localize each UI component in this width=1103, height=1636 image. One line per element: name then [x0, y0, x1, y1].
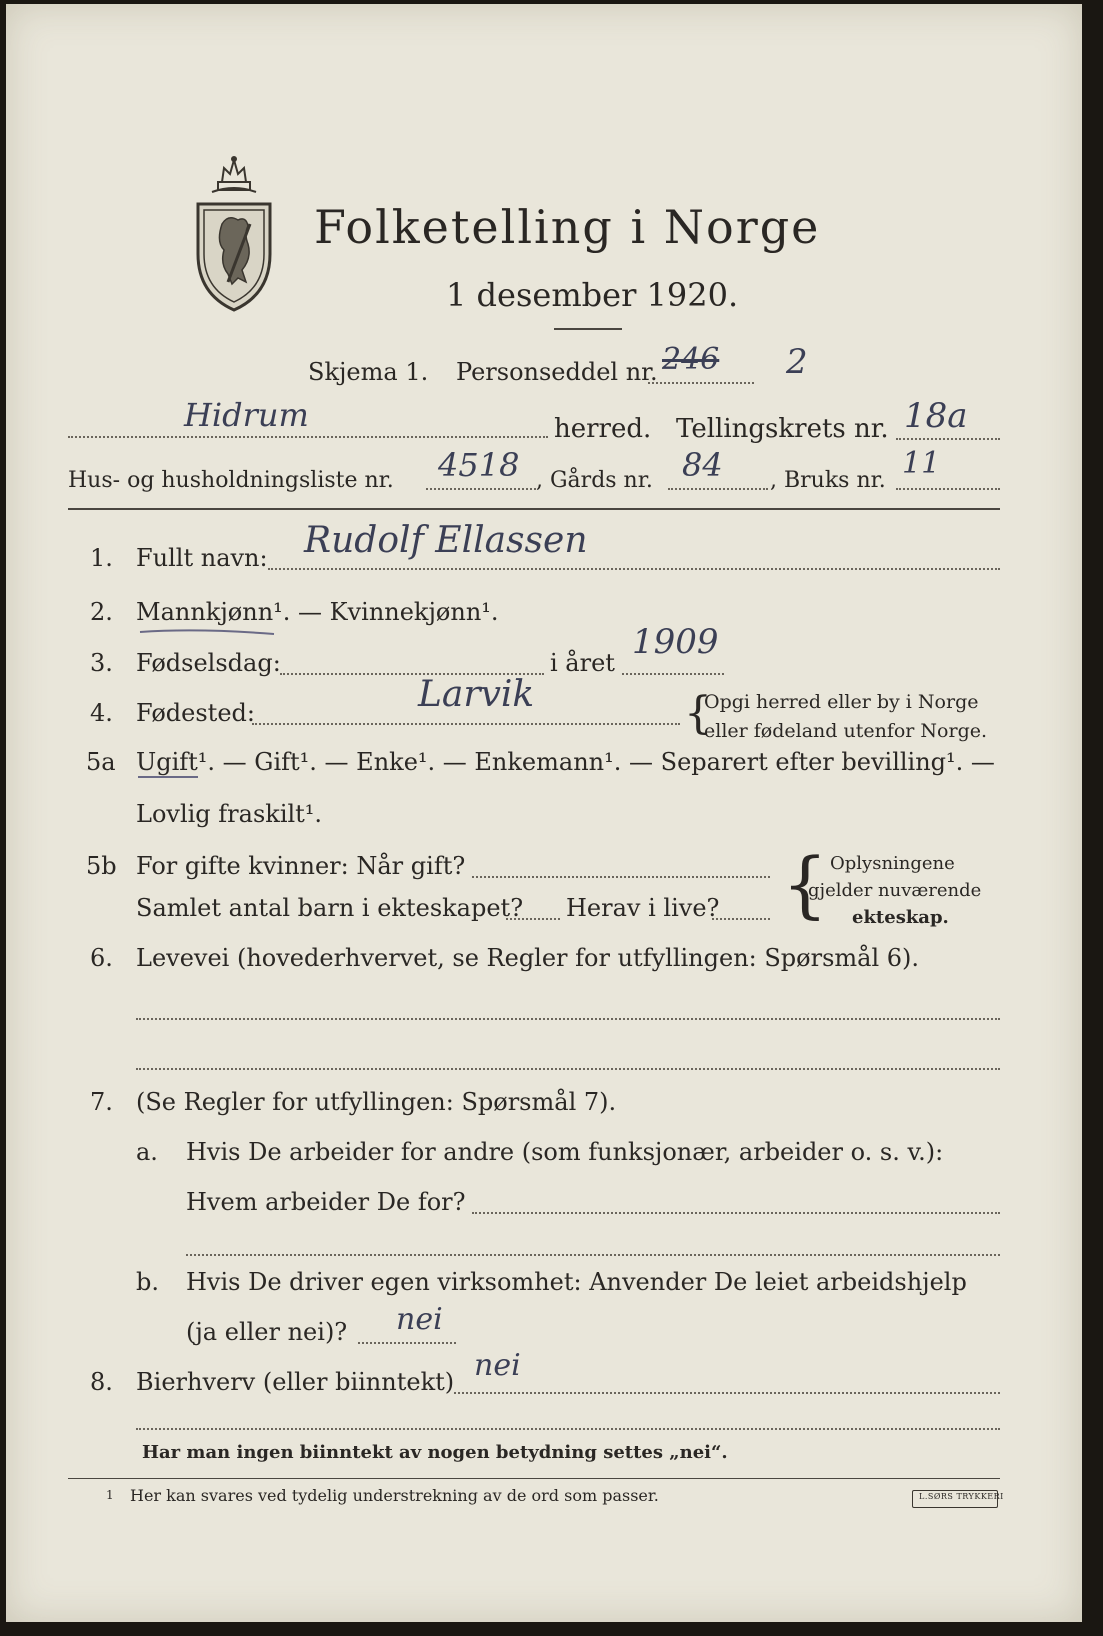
q4-birthplace-value: Larvik [418, 674, 535, 715]
q1-line [268, 568, 1000, 570]
q1-label: Fullt navn: [136, 544, 268, 572]
q6-label: Levevei (hovederhvervet, se Regler for utfyllingen: Spørsmål 6). [136, 944, 920, 972]
q5a-line1: Ugift¹. — Gift¹. — Enke¹. — Enkemann¹. — Separert efter bevilling¹. — [136, 748, 995, 776]
q8-label: Bierhverv (eller biinntekt) [136, 1368, 455, 1396]
skjema-label: Skjema 1. [308, 358, 429, 386]
bruks-label: , Bruks nr. [770, 468, 886, 493]
census-form-page [6, 4, 1082, 1622]
tellingskrets-label: Tellingskrets nr. [676, 414, 889, 444]
q2-underline-mark [138, 626, 278, 638]
footnote-mark: 1 [106, 1488, 114, 1502]
q7a-letter: a. [136, 1138, 158, 1166]
bruks-line [896, 488, 1000, 490]
title-divider [554, 328, 622, 330]
q7b-letter: b. [136, 1268, 159, 1296]
hus-label: Hus- og husholdningsliste nr. [68, 468, 394, 493]
q6-answer-line1 [136, 1018, 1000, 1020]
q3-year-value: 1909 [632, 622, 719, 662]
q3-number: 3. [90, 649, 113, 677]
q5b-line2b-dots [712, 918, 770, 920]
bruks-value: 11 [902, 446, 941, 481]
norway-coat-of-arms-icon [192, 154, 276, 314]
q7b-line2: (ja eller nei)? [186, 1318, 348, 1346]
q6-answer-line2 [136, 1068, 1000, 1070]
q6-number: 6. [90, 944, 113, 972]
q4-note-line2: eller fødeland utenfor Norge. [704, 720, 988, 742]
q5b-number: 5b [86, 852, 117, 880]
footnote-text: Her kan svares ved tydelig understrekning av de ord som passer. [130, 1486, 659, 1505]
q3-year-line [622, 673, 724, 675]
q4-note-brace: { [684, 688, 712, 739]
tellingskrets-value: 18a [904, 396, 968, 436]
q7b-answer-value: nei [396, 1302, 443, 1337]
q7-number: 7. [90, 1088, 113, 1116]
q7b-line1: Hvis De driver egen virksomhet: Anvender De leiet arbeidshjelp [186, 1268, 967, 1296]
herred-value: Hidrum [184, 396, 309, 434]
q5b-note-line3: ekteskap. [852, 907, 949, 928]
q1-number: 1. [90, 544, 113, 572]
q5b-line2a: Samlet antal barn i ekteskapet? [136, 894, 524, 922]
q8-answer-line2 [136, 1428, 1000, 1430]
q2-label: Mannkjønn¹. — Kvinnekjønn¹. [136, 598, 499, 626]
q5b-note-line1: Oplysningene [830, 853, 955, 874]
q3-year-label: i året [550, 649, 615, 677]
hus-value: 4518 [438, 446, 520, 484]
gards-line [668, 488, 768, 490]
hus-line [426, 488, 536, 490]
q3-label: Fødselsdag: [136, 649, 281, 677]
q7a-answer-line [186, 1254, 1000, 1256]
footer-note: Har man ingen biinntekt av nogen betydning settes „nei“. [142, 1442, 728, 1463]
q4-note-line1: Opgi herred eller by i Norge [704, 691, 979, 713]
personseddel-label: Personseddel nr. [456, 358, 658, 386]
personseddel-struck-value: 246 [662, 342, 720, 377]
q2-number: 2. [90, 598, 113, 626]
q5b-line2b: Herav i live? [566, 894, 720, 922]
gards-label: , Gårds nr. [536, 468, 653, 493]
q8-answer-value: nei [474, 1348, 521, 1383]
q5b-line1-dots [472, 876, 770, 878]
header-divider [68, 508, 1000, 510]
herred-line [68, 436, 548, 438]
q7-label: (Se Regler for utfyllingen: Spørsmål 7). [136, 1088, 617, 1116]
tellingskrets-line [896, 438, 1000, 440]
census-date: 1 desember 1920. [446, 276, 739, 314]
q4-line [252, 723, 680, 725]
personseddel-line [648, 382, 754, 384]
q5b-line1: For gifte kvinner: Når gift? [136, 852, 466, 880]
q5a-number: 5a [86, 748, 116, 776]
gards-value: 84 [682, 446, 723, 484]
q5b-note-brace: { [782, 842, 828, 926]
q7a-line2-dots [472, 1212, 1000, 1214]
printer-stamp-text: L.SØRS TRYKKERI [919, 1492, 1004, 1501]
q4-number: 4. [90, 699, 113, 727]
q4-label: Fødested: [136, 699, 255, 727]
q8-line [454, 1392, 1000, 1394]
q1-full-name-value: Rudolf Ellassen [304, 520, 588, 561]
q5b-line2a-dots [506, 918, 560, 920]
q7a-line1: Hvis De arbeider for andre (som funksjonær, arbeider o. s. v.): [186, 1138, 944, 1166]
q5a-ugift-underline [138, 776, 198, 778]
q7a-line2: Hvem arbeider De for? [186, 1188, 466, 1216]
herred-label: herred. [554, 414, 652, 444]
personseddel-value: 2 [786, 342, 808, 382]
form-title: Folketelling i Norge [314, 200, 821, 254]
printer-stamp [912, 1490, 1004, 1508]
q5b-note-line2: gjelder nuværende [808, 880, 982, 901]
q8-number: 8. [90, 1368, 113, 1396]
q5a-line2: Lovlig fraskilt¹. [136, 800, 323, 828]
footnote-divider [68, 1478, 1000, 1479]
q7b-line2-dots [358, 1342, 456, 1344]
